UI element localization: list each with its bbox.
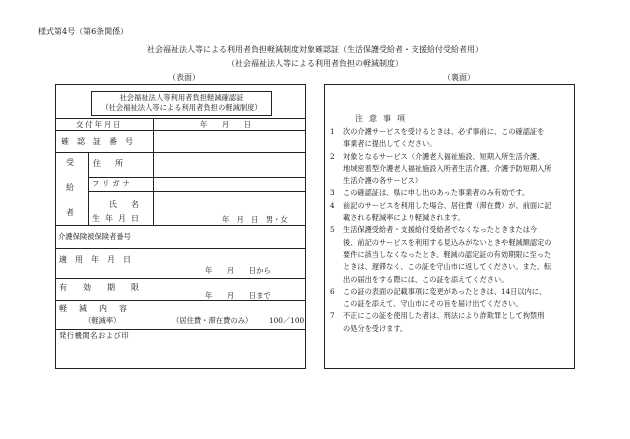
front-label: （表面） [168,73,200,82]
birthdate-value: 年 月 日 男・女 [222,215,288,224]
note-line [330,286,551,298]
person-group-label-3: 者 [66,208,74,217]
back-label: （裏面） [443,73,475,82]
start-date-label: 適用年月日 [59,255,139,264]
note-number: 3 [330,188,335,198]
note-line [330,200,551,212]
note-line: 出の届出をする際には、この証を添えてください。 [343,274,509,284]
document-subtitle: （社会福祉法人等による利用者負担の軽減制度） [227,59,403,68]
note-text: 前記のサービスを利用した場合、居住費（滞在費）が、前面に記 [343,200,552,210]
address-label: 住所 [93,159,137,168]
notes-list [330,126,551,335]
note-line: の処分を受けます。 [343,323,408,333]
note-number: 4 [330,200,335,210]
note-line [330,126,551,138]
reduction-rate-value: 100／100 [269,316,305,325]
reduction-detail: （居住費・滞在費のみ） [172,316,253,325]
note-number: 7 [330,311,335,321]
note-text: 生活保護受給者・支援給付受給者でなくなったときまたは今 [343,225,538,235]
note-line: ときは、遅滞なく、この証を守山市に返してください。また、転 [343,262,552,272]
note-number: 6 [330,286,335,296]
expiry-label: 有効期限 [59,283,155,292]
name-label: 氏名 [109,200,153,209]
issuer-label: 発行機関名および印 [59,331,130,340]
person-group-label-1: 受 [66,158,74,167]
person-group-label-2: 給 [66,183,74,192]
notes-title: 注意事項 [355,114,411,123]
birthdate-label: 生年月日 [92,214,144,223]
issue-date-value: 年 月 日 [200,120,252,129]
note-line [330,187,551,199]
note-line [330,224,551,236]
note-line [330,151,551,163]
note-line: 後、前記のサービスを利用する見込みがないときや軽減額認定の [343,237,552,247]
start-date-value: 年 月 日から [205,266,271,275]
note-text: 次の介護サービスを受けるときは、必ず事前に、この確認証を [343,127,545,136]
note-line: この証を添えて、守山市にその旨を届け出てください。 [343,299,523,309]
insured-number-label: 介護保険被保険者番号 [58,232,131,241]
cert-number-label: 確認証番号 [61,137,141,146]
note-line: 事業者に提出してください。 [343,139,437,149]
furigana-label: フリガナ [92,179,133,188]
note-text: 対象となるサービス（介護老人福祉施設、短期入所生活介護、 [343,151,545,161]
document-title: 社会福祉法人等による利用者負担軽減制度対象確認証（生活保護受給者・支援給付受給者用） [147,45,483,54]
issue-date-label: 交付年月日 [76,120,123,129]
reduction-label: 軽減内容 [59,304,139,313]
note-line: 要件に該当しなくなったとき、軽減の認定証の有効期限に至った [343,249,552,259]
note-number: 5 [330,225,335,235]
note-text: この証の表面の記載事項に変更があったときは、14日以内に、 [343,286,547,296]
note-line: 載される軽減率により軽減されます。 [343,213,465,223]
note-line: 生活介護の各サービス） [343,176,423,186]
reduction-rate-label: （軽減率） [84,316,121,325]
expiry-value: 年 月 日まで [205,291,271,300]
front-box-title: 社会福祉法人等利用者負担軽減確認証 [119,93,244,102]
note-line [330,310,551,322]
note-text: 不正にこの証を使用した者は、刑法により詐欺罪として拘禁刑 [343,311,545,321]
form-number: 様式第4号（第6条関係） [38,27,129,36]
note-number: 1 [330,127,335,136]
front-box-subtitle: （社会福祉法人等による利用者負担の軽減制度） [101,103,262,112]
note-text: この確認証は、県に申し出のあった事業者のみ有効です。 [343,188,530,198]
note-line: 地域密着型介護老人福祉施設入所者生活介護、介護予防短期入所 [343,163,552,173]
note-number: 2 [330,151,335,161]
